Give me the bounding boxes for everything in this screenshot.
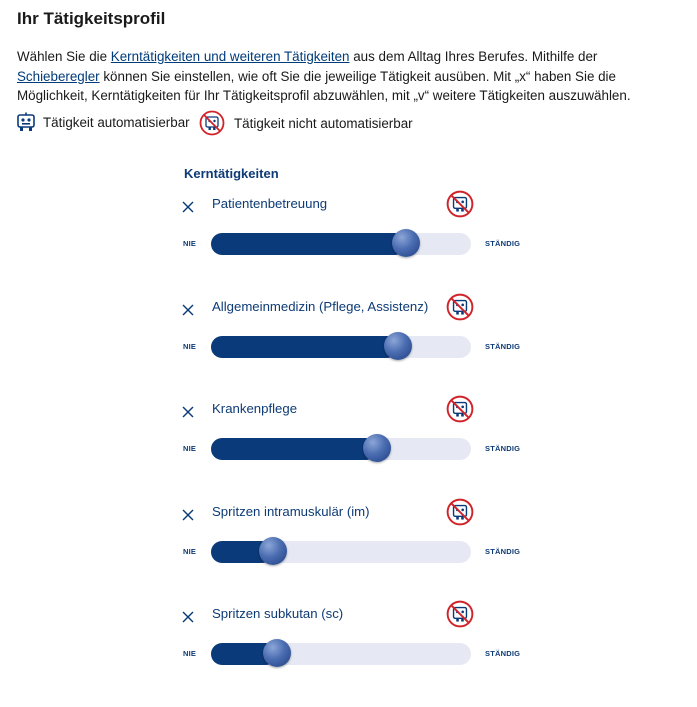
frequency-slider[interactable] xyxy=(211,438,471,460)
task-label: Krankenpflege xyxy=(212,401,298,416)
close-icon xyxy=(180,609,196,625)
slider-fill xyxy=(211,336,398,358)
scale-max-label: STÄNDIG xyxy=(485,649,521,658)
task-row xyxy=(180,606,521,689)
robot-prohibited-icon xyxy=(446,498,474,526)
legend-not-automatable-label: Tätigkeit nicht automatisierbar xyxy=(234,115,413,131)
frequency-slider[interactable] xyxy=(211,643,471,665)
task-label: Patientenbetreuung xyxy=(212,196,328,211)
task-row xyxy=(180,401,521,484)
scale-min-label: NIE xyxy=(183,239,197,248)
core-tasks-link[interactable]: Kerntätigkeiten und weiteren Tätigkeiten xyxy=(110,49,350,64)
scale-max-label: STÄNDIG xyxy=(485,239,521,248)
robot-prohibited-icon xyxy=(446,395,474,423)
remove-task-button[interactable] xyxy=(180,404,196,420)
intro-text-part: Wählen Sie die xyxy=(17,49,111,64)
remove-task-button[interactable] xyxy=(180,507,196,523)
robot-prohibited-icon xyxy=(446,600,474,628)
scale-max-label: STÄNDIG xyxy=(485,341,521,351)
robot-prohibited-icon xyxy=(446,293,474,321)
slider-thumb[interactable] xyxy=(363,434,391,462)
task-label: Spritzen subkutan (sc) xyxy=(212,606,344,621)
scale-min-label: NIE xyxy=(183,341,197,351)
scale-max-label: STÄNDIG xyxy=(485,546,521,556)
slider-fill xyxy=(211,233,406,255)
legend-not-automatable xyxy=(199,110,413,136)
slider-thumb[interactable] xyxy=(259,537,287,565)
task-label: Allgemeinmedizin (Pflege, Assistenz) xyxy=(212,298,429,314)
robot-prohibited-icon xyxy=(446,190,474,218)
robot-icon xyxy=(17,112,35,132)
scale-min-label: NIE xyxy=(183,546,197,556)
frequency-slider[interactable] xyxy=(211,541,471,563)
remove-task-button[interactable] xyxy=(180,199,196,215)
scale-min-label: NIE xyxy=(183,444,197,453)
slider-thumb[interactable] xyxy=(263,639,291,667)
frequency-slider[interactable] xyxy=(211,336,471,358)
close-icon xyxy=(180,404,196,420)
slider-fill xyxy=(211,438,377,460)
frequency-slider[interactable] xyxy=(211,233,471,255)
intro-text-part: aus dem Alltag Ihres Berufes. Mithilfe der xyxy=(349,49,598,64)
slider-thumb[interactable] xyxy=(392,229,420,257)
robot-prohibited-icon xyxy=(199,110,225,136)
task-row xyxy=(180,298,521,382)
section-title: Kerntätigkeiten xyxy=(184,166,279,181)
slider-thumb[interactable] xyxy=(384,332,412,360)
slider-link[interactable]: Schieberegler xyxy=(17,68,100,84)
task-label: Spritzen intramuskulär (im) xyxy=(212,503,370,519)
legend-automatable-label: Tätigkeit automatisierbar xyxy=(43,114,190,130)
remove-task-button[interactable] xyxy=(180,609,196,625)
close-icon xyxy=(180,302,196,318)
remove-task-button[interactable] xyxy=(180,302,196,318)
page-title: Ihr Tätigkeitsprofil xyxy=(17,9,166,28)
scale-min-label: NIE xyxy=(183,649,197,658)
task-row xyxy=(180,503,521,587)
task-row xyxy=(180,196,521,279)
intro-text-part: können Sie einstellen, wie oft Sie die jeweilige Tätigkeit ausüben. Mit „x“ haben Sie die Möglichkeit, Kerntätigkeiten für Ihr Tätigkeitsprofil abzuwählen, mit „v“ weitere Tätigkeiten auszuwählen. xyxy=(17,68,631,103)
scale-max-label: STÄNDIG xyxy=(485,444,521,453)
intro-text xyxy=(17,47,682,106)
close-icon xyxy=(180,507,196,523)
close-icon xyxy=(180,199,196,215)
legend-automatable xyxy=(17,112,190,132)
